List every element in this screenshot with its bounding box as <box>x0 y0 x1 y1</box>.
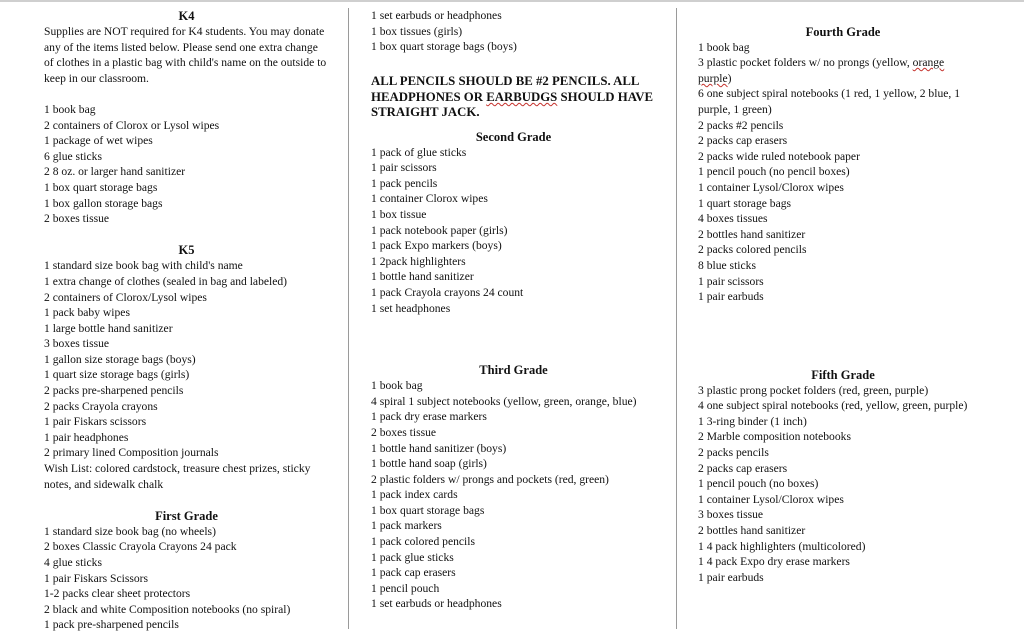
column-3 <box>698 8 988 585</box>
list-item: 2 Marble composition notebooks <box>698 430 851 444</box>
list-item: 1 book bag <box>371 379 423 393</box>
list-item: 1 standard size book bag with child's name <box>44 259 243 273</box>
list-item: 2 black and white Composition notebooks (no spiral) <box>44 602 291 616</box>
list-item: 1 book bag <box>44 102 96 116</box>
column-divider-right <box>676 8 677 629</box>
folder-color-misspelled: orange <box>912 56 945 70</box>
list-item: 1 2pack highlighters <box>371 254 466 268</box>
list-item: 2 boxes tissue <box>371 425 437 439</box>
list-item: 2 packs Crayola crayons <box>44 399 158 413</box>
column-1 <box>44 8 329 633</box>
list-item: 2 boxes Classic Crayola Crayons 24 pack <box>44 540 237 554</box>
list-item: 1 3-ring binder (1 inch) <box>698 414 807 428</box>
list-item: 1 box tissues (girls) <box>371 24 463 38</box>
fourth-grade-list <box>698 86 988 304</box>
list-item: 1 pack glue sticks <box>371 550 454 564</box>
list-item: 1 pack pencils <box>371 176 438 190</box>
list-item: 4 boxes tissues <box>698 212 768 226</box>
list-item: 1-2 packs clear sheet protectors <box>44 587 191 601</box>
list-item: 1 pair earbuds <box>698 290 764 304</box>
list-item: 2 plastic folders w/ prongs and pockets (red, green) <box>371 472 609 486</box>
list-item: 4 glue sticks <box>44 556 102 569</box>
k4-intro: Supplies are NOT required for K4 students. You may donate any of the items listed below. Please send one extra change of clothes in a plastic bag with child's name on the outside to keep in our classroom. <box>44 25 327 85</box>
k5-heading: K5 <box>178 243 195 258</box>
fifth-grade-list <box>698 383 988 586</box>
list-item: 1 pack pre-sharpened pencils <box>44 618 179 632</box>
list-item: 1 pack dry erase markers <box>371 410 487 424</box>
fourth-grade-item: 1 book bag <box>698 40 750 54</box>
list-item: 1 4 pack highlighters (multicolored) <box>698 539 866 553</box>
list-item: 1 pair headphones <box>44 430 129 444</box>
third-grade-list <box>371 378 656 612</box>
fifth-grade-heading: Fifth Grade <box>811 367 875 382</box>
list-item: 1 pair earbuds <box>698 570 764 584</box>
pencil-note <box>371 74 656 120</box>
list-item: 1 extra change of clothes (sealed in bag and labeled) <box>44 274 288 288</box>
list-item: 1 box tissue <box>371 207 427 221</box>
list-item: 1 container Lysol/Clorox wipes <box>698 180 844 194</box>
list-item: 1 quart size storage bags (girls) <box>44 368 190 382</box>
list-item: 1 pack of glue sticks <box>371 145 467 159</box>
list-item: 4 one subject spiral notebooks (red, yellow, green, purple) <box>698 399 968 413</box>
list-item: 1 pack baby wipes <box>44 306 130 320</box>
list-item: 1 set earbuds or headphones <box>371 9 502 22</box>
column-2 <box>371 8 656 612</box>
second-grade-list <box>371 145 656 317</box>
list-item: 1 bottle hand soap (girls) <box>371 457 487 471</box>
list-item: 2 packs wide ruled notebook paper <box>698 149 860 163</box>
list-item: 1 large bottle hand sanitizer <box>44 321 173 335</box>
list-item: 1 container Clorox wipes <box>371 192 488 206</box>
column-divider-left <box>348 8 349 629</box>
list-item: 1 bottle hand sanitizer (boys) <box>371 441 507 455</box>
list-item: 1 standard size book bag (no wheels) <box>44 524 216 538</box>
list-item: 3 boxes tissue <box>44 337 110 351</box>
list-item: 1 pack notebook paper (girls) <box>371 223 508 237</box>
list-item: 2 containers of Clorox or Lysol wipes <box>44 118 220 132</box>
folder-close: ) <box>727 71 732 85</box>
list-item: 3 plastic prong pocket folders (red, green, purple) <box>698 383 929 397</box>
third-grade-heading: Third Grade <box>479 363 548 378</box>
fourth-grade-heading: Fourth Grade <box>805 24 881 39</box>
list-item: 4 spiral 1 subject notebooks (yellow, green, orange, blue) <box>371 394 637 408</box>
first-grade-continued-list <box>371 8 656 55</box>
list-item: 1 container Lysol/Clorox wipes <box>698 492 844 506</box>
list-item: 2 packs cap erasers <box>698 134 788 148</box>
list-item: 1 package of wet wipes <box>44 134 153 148</box>
list-item: 2 packs #2 pencils <box>698 118 784 132</box>
list-item: 1 4 pack Expo dry erase markers <box>698 555 850 569</box>
list-item: 1 pack index cards <box>371 488 458 502</box>
list-item: 1 box gallon storage bags <box>44 196 163 210</box>
list-item: 1 pair scissors <box>371 161 437 175</box>
list-item: 2 packs colored pencils <box>698 243 807 257</box>
list-item: 3 boxes tissue <box>698 508 764 522</box>
list-item: 2 packs pre-sharpened pencils <box>44 384 184 398</box>
fourth-grade-folders-item <box>698 55 988 86</box>
list-item: 1 pack Expo markers (boys) <box>371 239 502 253</box>
list-item: 1 pencil pouch <box>371 581 440 595</box>
pencil-note-part1: ALL PENCILS SHOULD BE #2 PENCILS. ALL HEADPHONES OR <box>371 74 639 104</box>
list-item: 1 set headphones <box>371 301 451 315</box>
k4-heading: K4 <box>178 9 195 23</box>
folder-color-misspelled-2: purple <box>698 71 728 85</box>
k5-wishlist: Wish List: colored cardstock, treasure chest prizes, sticky notes, and sidewalk chalk <box>44 462 311 491</box>
pencil-note-misspelled-word: EARBUDGS <box>486 89 558 104</box>
first-grade-heading: First Grade <box>155 508 218 523</box>
list-item: 1 quart storage bags <box>698 196 792 210</box>
list-item: 1 gallon size storage bags (boys) <box>44 352 196 366</box>
list-item: 1 pencil pouch (no boxes) <box>698 477 819 491</box>
list-item: 1 pencil pouch (no pencil boxes) <box>698 165 850 179</box>
list-item: 2 primary lined Composition journals <box>44 446 219 460</box>
list-item: 1 pack Crayola crayons 24 count <box>371 285 524 299</box>
k5-list <box>44 258 329 461</box>
list-item: 1 box quart storage bags <box>44 180 158 194</box>
list-item: 1 pack colored pencils <box>371 535 475 549</box>
list-item: 2 packs cap erasers <box>698 461 788 475</box>
list-item: 6 one subject spiral notebooks (1 red, 1 yellow, 2 blue, 1 purple, 1 green) <box>698 87 960 116</box>
pencil-note-part2: SHOULD HAVE STRAIGHT JACK. <box>371 89 654 120</box>
list-item: 2 containers of Clorox/Lysol wipes <box>44 290 207 304</box>
list-item: 1 pair scissors <box>698 274 764 288</box>
list-item: 1 box quart storage bags <box>371 503 485 517</box>
list-item: 1 pack markers <box>371 519 442 533</box>
list-item: 1 pack cap erasers <box>371 566 456 580</box>
list-item: 2 boxes tissue <box>44 212 110 226</box>
second-grade-heading: Second Grade <box>475 129 552 144</box>
list-item: 1 bottle hand sanitizer <box>371 270 474 284</box>
list-item: 2 bottles hand sanitizer <box>698 227 806 241</box>
k4-list <box>44 102 329 227</box>
list-item: 1 box quart storage bags (boys) <box>371 40 517 54</box>
list-item: 2 packs pencils <box>698 446 769 460</box>
list-item: 1 pair Fiskars Scissors <box>44 571 149 585</box>
list-item: 8 blue sticks <box>698 258 756 272</box>
first-grade-list <box>44 524 329 633</box>
list-item: 6 glue sticks <box>44 149 102 163</box>
folder-text: 3 plastic pocket folders w/ no prongs (yellow, <box>698 56 913 70</box>
list-item: 1 pair Fiskars scissors <box>44 415 147 429</box>
list-item: 1 set earbuds or headphones <box>371 597 502 611</box>
list-item: 2 8 oz. or larger hand sanitizer <box>44 165 186 179</box>
list-item: 2 bottles hand sanitizer <box>698 524 806 538</box>
